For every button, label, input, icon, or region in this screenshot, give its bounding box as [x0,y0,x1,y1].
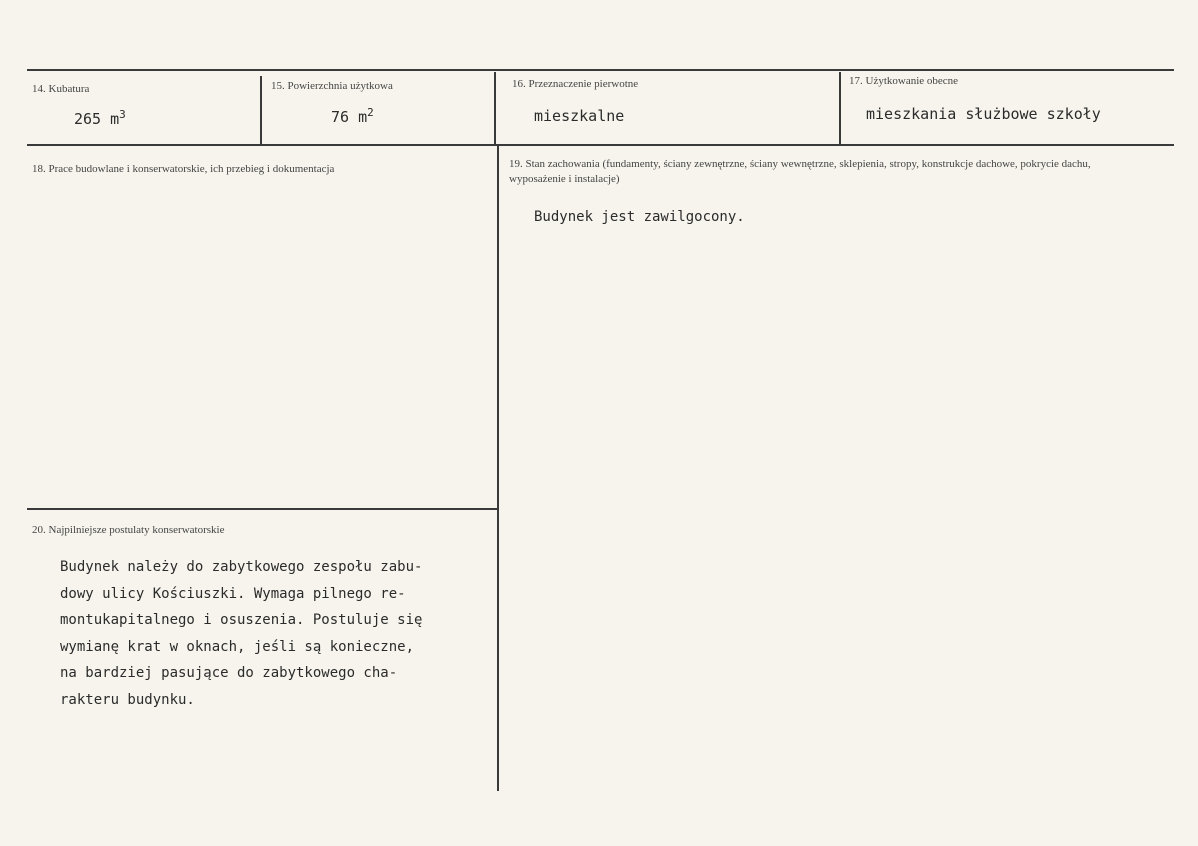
field-19-label: 19. Stan zachowania (fundamenty, ściany zewnętrzne, ściany wewnętrzne, sklepienia, stropy, konstrukcje dachowe, pokrycie dachu, wyposażenie i instalacje) [509,158,1091,185]
field-17-label: 17. Użytkowanie obecne [849,75,959,87]
field-15-value [331,106,374,126]
field-20-line: na bardziej pasujące do zabytkowego cha- [60,665,398,681]
field-20-line: wymianę krat w oknach, jeśli są konieczne, [60,638,415,655]
divider-15-16 [494,72,496,146]
field-17-value: mieszkania służbowe szkoły [866,105,1101,123]
field-20-text [60,554,422,713]
field-20-line: montukapitalnego i osuszenia. Postuluje się [60,612,423,628]
field-18-label: 18. Prace budowlane i konserwatorskie, ich przebieg i dokumentacja [32,163,335,175]
field-15-unit-exponent: 2 [367,106,374,119]
field-19-value: Budynek jest zawilgocony. [534,209,745,225]
field-14-number: 265 m [74,110,120,128]
field-14-value [74,108,126,128]
field-14-label: 14. Kubatura [32,83,90,95]
field-20-label: 20. Najpilniejsze postulaty konserwatorskie [32,524,225,536]
field-20-line: Budynek należy do zabytkowego zespołu zabu- [60,559,423,575]
divider-18-19 [497,146,499,791]
field-15-label: 15. Powierzchnia użytkowa [271,80,393,92]
field-16-label: 16. Przeznaczenie pierwotne [512,78,639,90]
field-20-line: rakteru budynku. [60,691,195,708]
divider-14-15 [260,76,262,146]
top-rule [27,69,1174,71]
field-20-line: dowy ulicy Kościuszki. Wymaga pilnego re- [60,585,406,602]
row1-bottom-rule [27,144,1174,146]
field-16-value: mieszkalne [534,107,625,125]
field-14-unit-exponent: 3 [119,108,126,121]
divider-16-17 [839,72,841,146]
section-20-top-rule [27,508,498,510]
field-15-number: 76 m [331,108,368,126]
